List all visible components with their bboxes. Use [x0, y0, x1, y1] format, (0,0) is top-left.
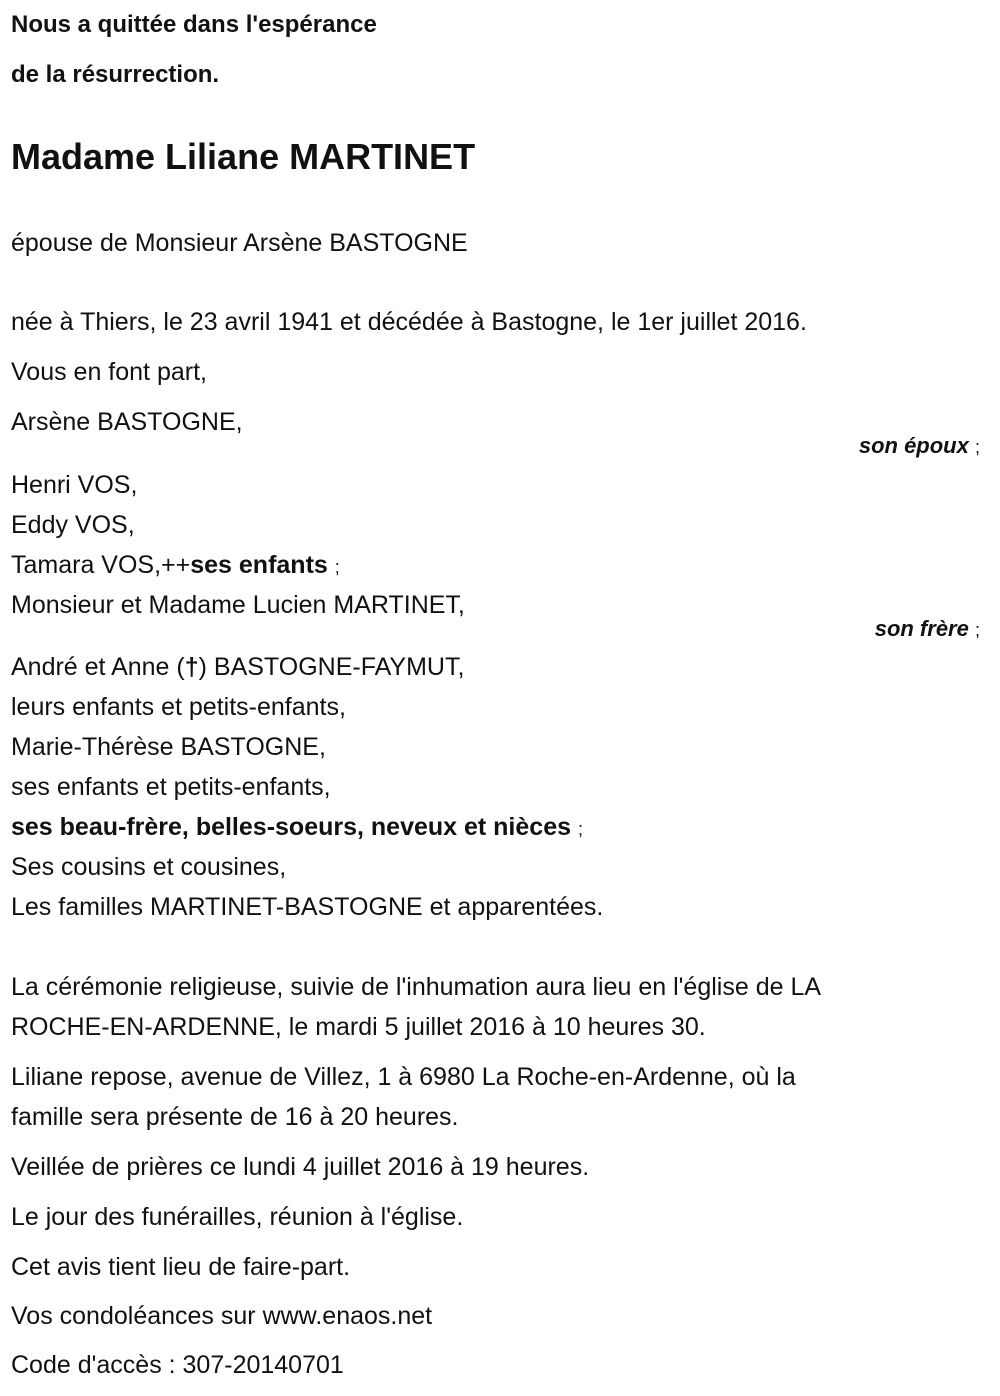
child-3: [11, 550, 340, 580]
children-role: ses enfants: [190, 551, 328, 579]
andre-anne-b: ) BASTOGNE-FAYMUT,: [198, 653, 465, 681]
meeting: Le jour des funérailles, réunion à l'église.: [11, 1203, 464, 1231]
child-2: Eddy VOS,: [11, 511, 135, 539]
ceremony-line-1: La cérémonie religieuse, suivie de l'inhumation aura lieu en l'église de LA: [11, 973, 822, 1001]
cross-icon: †: [184, 653, 199, 681]
cousins: Ses cousins et cousines,: [11, 853, 287, 881]
brother-name: Monsieur et Madame Lucien MARTINET,: [11, 591, 465, 619]
andre-anne-a: André et Anne (: [11, 653, 185, 681]
birth-death-line: née à Thiers, le 23 avril 1941 et décédée à Bastogne, le 1er juillet 2016.: [11, 308, 807, 336]
brother-role: [875, 614, 980, 644]
spouse-role: [859, 431, 980, 461]
marie-kids: ses enfants et petits-enfants,: [11, 773, 331, 801]
marie-therese: Marie-Thérèse BASTOGNE,: [11, 733, 326, 761]
access-code: Code d'accès : 307-20140701: [11, 1351, 344, 1379]
separator: ;: [974, 437, 980, 457]
in-laws: ses beau-frère, belles-soeurs, neveux et nièces: [11, 813, 571, 841]
separator: ;: [334, 557, 340, 577]
child-3-name: Tamara VOS,++: [11, 551, 191, 579]
condolences-prefix: Vos condoléances sur: [11, 1302, 263, 1330]
andre-anne-line: [11, 652, 464, 682]
separator: ;: [974, 620, 980, 640]
child-1: Henri VOS,: [11, 471, 138, 499]
rest-line-1: Liliane repose, avenue de Villez, 1 à 6980 La Roche-en-Ardenne, où la: [11, 1063, 796, 1091]
notice: Cet avis tient lieu de faire-part.: [11, 1253, 351, 1281]
intro-line: Vous en font part,: [11, 358, 207, 386]
andre-kids: leurs enfants et petits-enfants,: [11, 693, 346, 721]
header-line-1: Nous a quittée dans l'espérance: [11, 11, 377, 38]
condolences-link[interactable]: www.enaos.net: [262, 1302, 433, 1330]
brother-role-label: son frère: [874, 616, 969, 641]
families: Les familles MARTINET-BASTOGNE et apparentées.: [11, 893, 604, 921]
vigil: Veillée de prières ce lundi 4 juillet 2016 à 19 heures.: [11, 1153, 590, 1181]
spouse-name: Arsène BASTOGNE,: [11, 408, 243, 436]
spouse-role-label: son époux: [858, 433, 969, 458]
in-laws-line: [11, 812, 583, 842]
ceremony-line-2: ROCHE-EN-ARDENNE, le mardi 5 juillet 2016 à 10 heures 30.: [11, 1013, 706, 1041]
spouse-line: épouse de Monsieur Arsène BASTOGNE: [11, 229, 468, 257]
condolences: [11, 1301, 432, 1331]
deceased-name: Madame Liliane MARTINET: [11, 136, 476, 177]
header-line-2: de la résurrection.: [11, 61, 220, 88]
rest-line-2: famille sera présente de 16 à 20 heures.: [11, 1103, 459, 1131]
separator: ;: [577, 819, 583, 839]
